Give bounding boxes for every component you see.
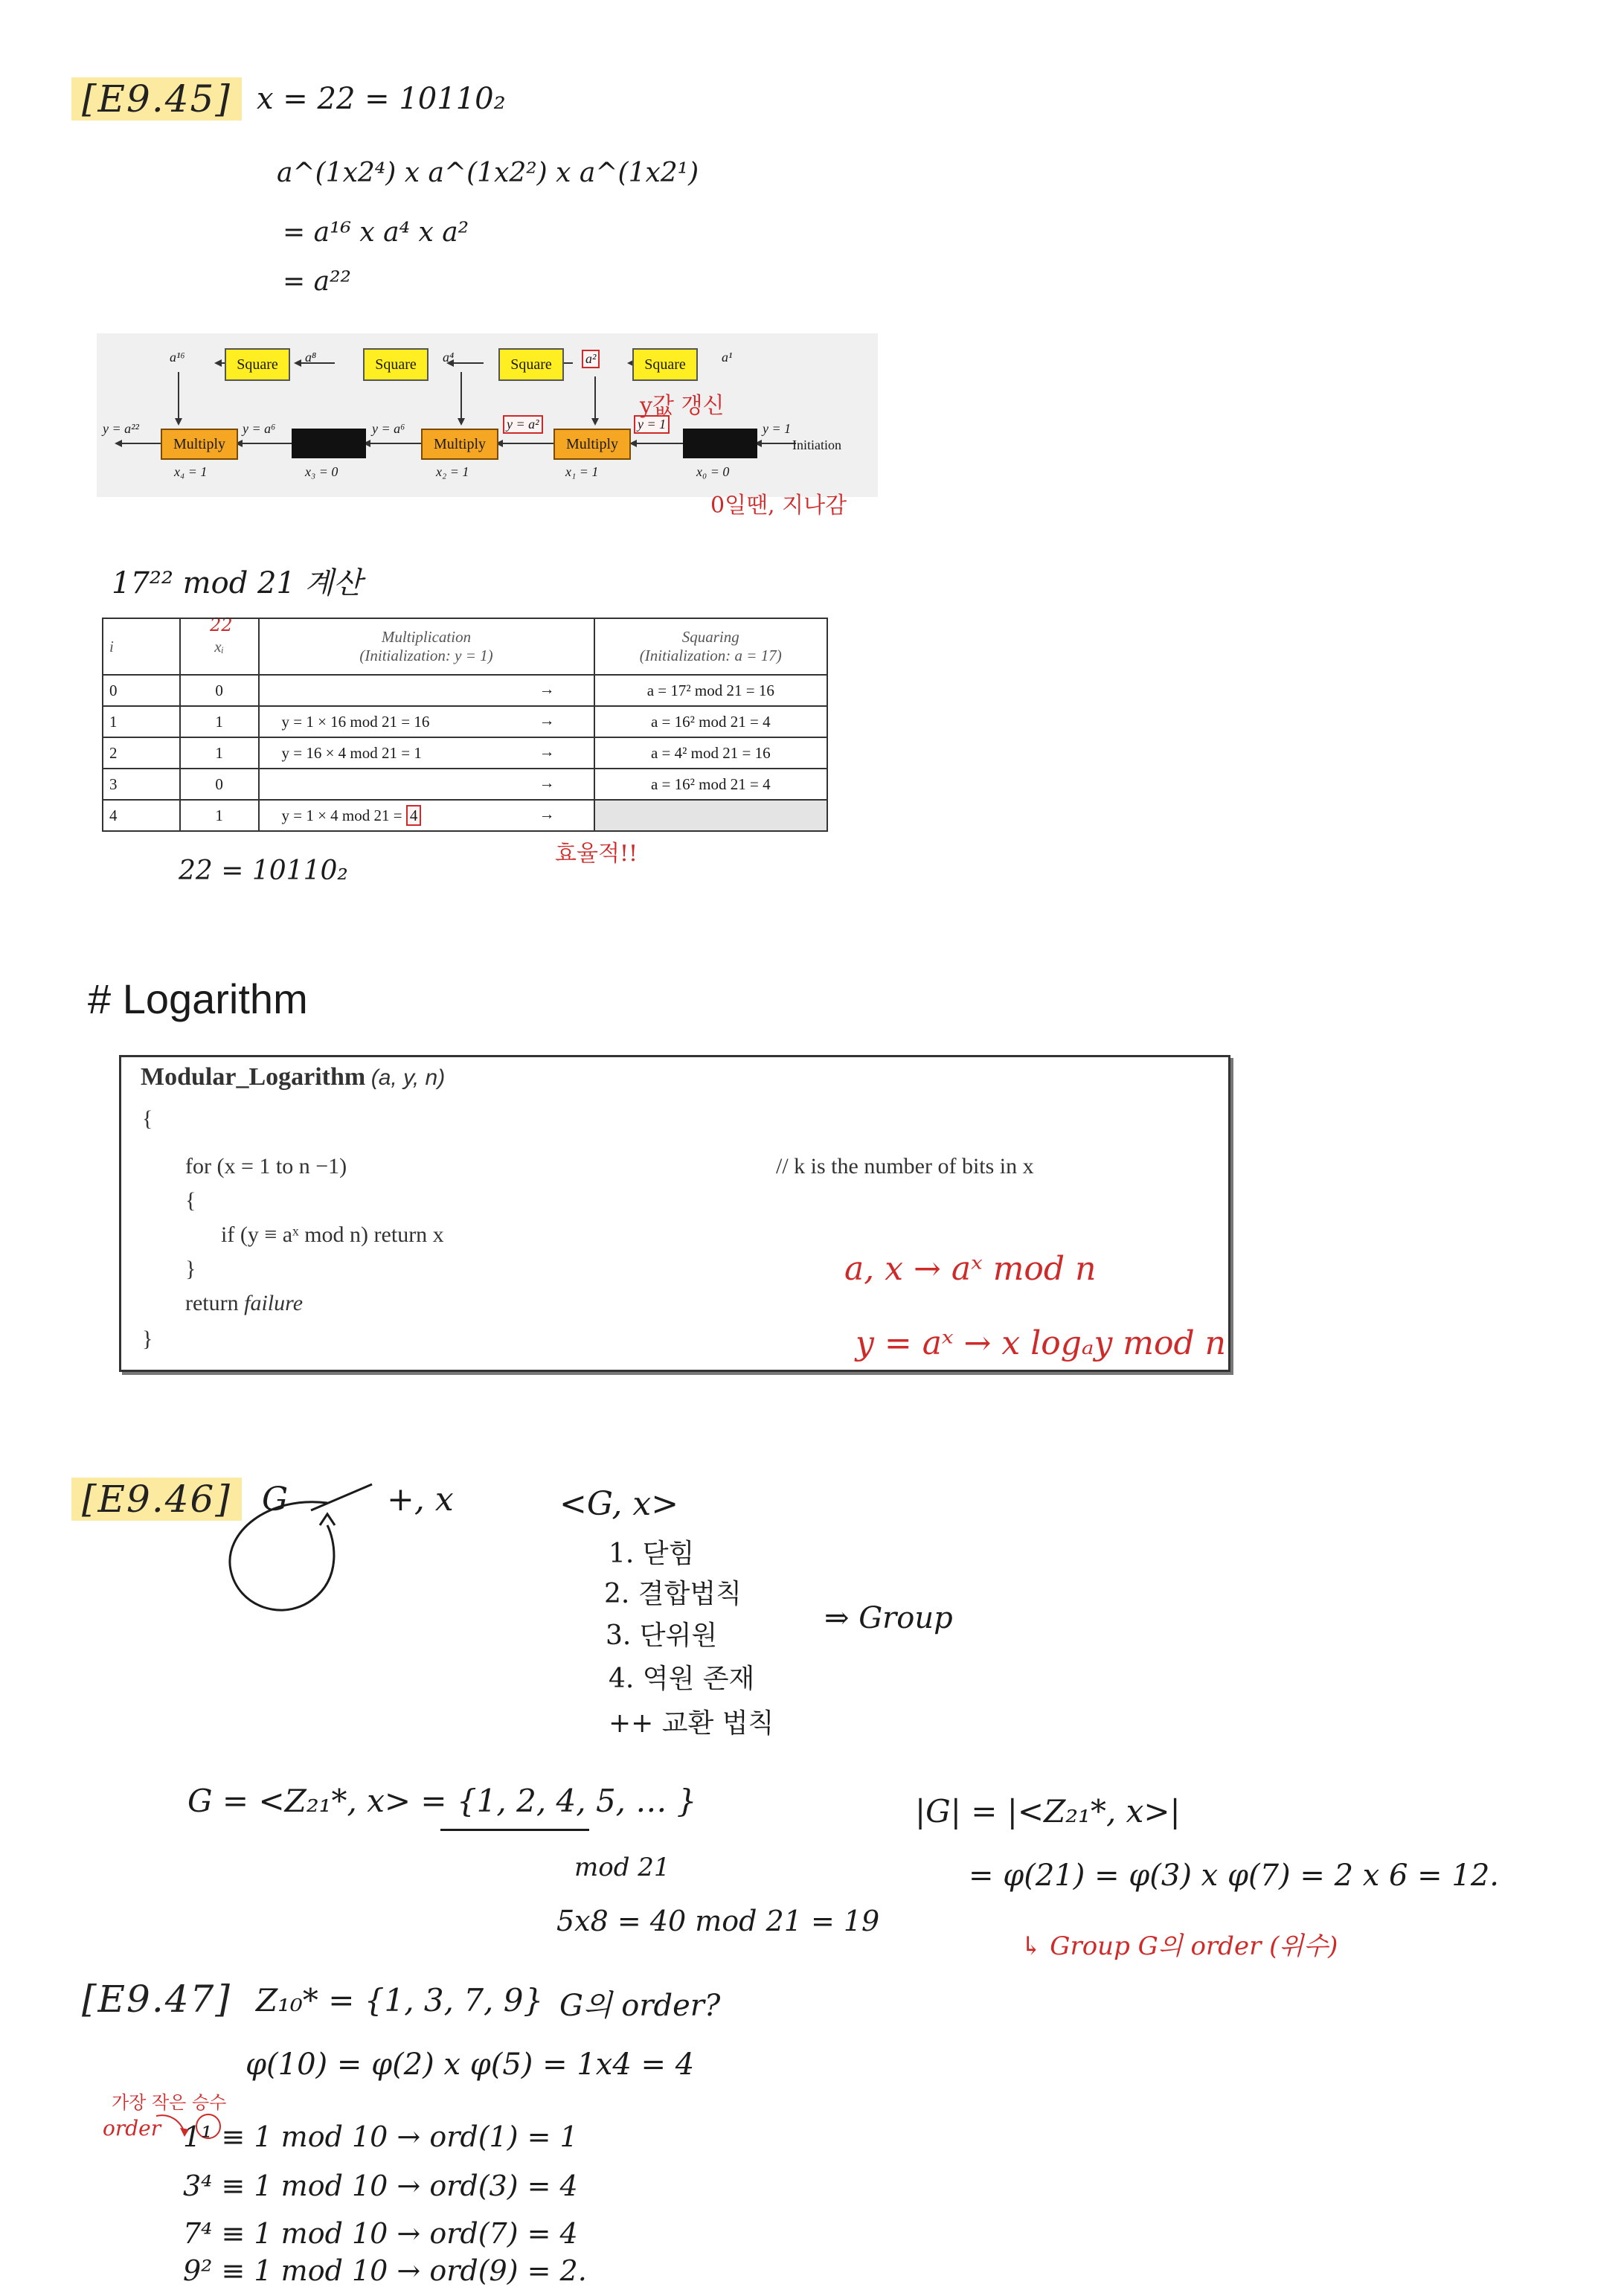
header-xi: xᵢ <box>180 618 259 675</box>
header-sq-title: Squaring <box>681 628 739 646</box>
order-line-1: 1¹ ≡ 1 mod 10 → ord(1) = 1 <box>183 2120 578 2153</box>
cell-xi: 1 <box>180 737 259 769</box>
group-property-2: 2. 결합법칙 <box>604 1579 742 1609</box>
square-box-1: Square <box>225 348 290 381</box>
alg-signature <box>141 1063 445 1091</box>
label-y-a2: y = a² <box>503 415 543 434</box>
e946-order-1: |G| = |<Z₂₁*, x>| <box>915 1793 1181 1830</box>
label-y-1: y = 1 <box>634 415 670 434</box>
e947-tag: [E9.47] <box>82 1978 231 2021</box>
label-y-a6-1: y = a⁶ <box>243 421 276 436</box>
alg-comment: // k is the number of bits in x <box>776 1154 1034 1179</box>
cell-mult <box>259 675 594 706</box>
cell-i: 4 <box>103 800 180 831</box>
cell-sq: a = 4² mod 21 = 16 <box>594 737 827 769</box>
closure-loop-icon <box>223 1481 387 1629</box>
e947-note-order: order <box>103 2116 161 2141</box>
note-y-update: y값 갱신 <box>640 393 725 419</box>
label-a2: a² <box>582 350 600 368</box>
exponentiation-table <box>102 618 828 832</box>
e946-pair: <G, x> <box>559 1485 679 1523</box>
skip-box-2 <box>683 429 757 458</box>
table-row <box>103 800 827 831</box>
e946-order-note: ↳ Group G의 order (위수) <box>1021 1931 1338 1961</box>
square-box-3: Square <box>498 348 564 381</box>
label-initiation: Initiation <box>792 437 841 452</box>
e947-phi: φ(10) = φ(2) x φ(5) = 1x4 = 4 <box>245 2048 695 2082</box>
alg-open-brace-2: { <box>185 1188 196 1213</box>
e945-line4: = a²² <box>283 266 351 297</box>
cell-i: 0 <box>103 675 180 706</box>
square-box-2: Square <box>363 348 429 381</box>
table-row <box>103 737 827 769</box>
cell-mult <box>259 769 594 800</box>
cell-result: 4 <box>406 805 422 826</box>
header-i: i <box>103 618 180 675</box>
log-note-2: y = aˣ → x logₐy mod n <box>856 1324 1226 1362</box>
alg-function-name: Modular_Logarithm <box>141 1063 366 1091</box>
e946-tag: [E9.46] <box>71 1478 242 1521</box>
note-efficient: 효율적!! <box>555 841 638 867</box>
e947-question: G의 order? <box>559 1989 721 2023</box>
note-zero-skip: 0일땐, 지나감 <box>710 493 847 519</box>
cell-i: 1 <box>103 706 180 737</box>
cell-arrow: → <box>539 774 555 792</box>
e946-gdef: G = <Z₂₁*, x> = {1, 2, 4, 5, … } <box>187 1783 697 1819</box>
table-row <box>103 769 827 800</box>
cell-sq: a = 17² mod 21 = 16 <box>594 675 827 706</box>
e947-set: Z₁₀* = {1, 3, 7, 9} <box>256 1982 544 2018</box>
diagram-arrows <box>97 333 878 497</box>
gdef-underline <box>440 1829 589 1831</box>
label-y-a22: y = a²² <box>103 421 139 436</box>
multiply-box-1: Multiply <box>161 429 238 460</box>
cell-mult-text <box>266 775 282 793</box>
e946-implies: ⇒ Group <box>824 1601 953 1635</box>
group-property-1: 1. 닫힘 <box>609 1539 695 1569</box>
alg-for-line: for (x = 1 to n −1) <box>185 1154 347 1179</box>
cell-arrow: → <box>539 743 555 760</box>
header-mult-init: (Initialization: y = 1) <box>359 647 493 664</box>
table-col-mark: 22 <box>210 615 233 635</box>
multiply-box-3: Multiply <box>553 429 631 460</box>
label-x1: x₁ = 1 <box>565 464 599 479</box>
square-multiply-diagram <box>97 333 878 497</box>
e946-example: 5x8 = 40 mod 21 = 19 <box>556 1905 880 1937</box>
order-line-3: 7⁴ ≡ 1 mod 10 → ord(7) = 4 <box>183 2217 578 2250</box>
cell-xi: 1 <box>180 800 259 831</box>
alg-close-brace-2: } <box>185 1257 196 1281</box>
cell-xi: 0 <box>180 675 259 706</box>
cell-sq: a = 16² mod 21 = 4 <box>594 706 827 737</box>
group-property-3: 3. 단위원 <box>606 1620 718 1651</box>
cell-xi: 1 <box>180 706 259 737</box>
cell-arrow: → <box>539 805 555 823</box>
e946-mod21: mod 21 <box>574 1853 670 1882</box>
logarithm-heading: # Logarithm <box>88 975 308 1022</box>
table-row <box>103 706 827 737</box>
log-note-1: a, x → aˣ mod n <box>844 1250 1097 1288</box>
header-multiplication <box>259 618 594 675</box>
header-sq-init: (Initialization: a = 17) <box>639 647 782 664</box>
calc-footer: 22 = 10110₂ <box>179 856 348 886</box>
cell-sq <box>594 800 827 831</box>
cell-arrow: → <box>539 680 555 698</box>
label-a16: a¹⁶ <box>170 350 185 365</box>
cell-i: 3 <box>103 769 180 800</box>
e946-ops: +, x <box>387 1481 454 1519</box>
alg-params: (a, y, n) <box>370 1065 446 1090</box>
cell-mult-text: y = 1 × 4 mod 21 = <box>281 806 402 824</box>
skip-box-1 <box>292 429 366 458</box>
alg-return-keyword: return <box>185 1291 239 1315</box>
cell-sq: a = 16² mod 21 = 4 <box>594 769 827 800</box>
alg-return-line <box>185 1291 303 1316</box>
cell-mult <box>259 737 594 769</box>
order-line-2: 3⁴ ≡ 1 mod 10 → ord(3) = 4 <box>183 2170 578 2202</box>
e945-tag: [E9.45] <box>71 77 242 121</box>
label-y-1-init: y = 1 <box>763 421 792 436</box>
label-a8: a⁸ <box>305 350 317 365</box>
table-header-row <box>103 618 827 675</box>
label-x4: x₄ = 1 <box>174 464 208 479</box>
e946-g: G <box>262 1481 289 1519</box>
label-x0: x₀ = 0 <box>696 464 730 479</box>
square-box-4: Square <box>632 348 698 381</box>
alg-open-brace-1: { <box>142 1106 153 1131</box>
header-mult-title: Multiplication <box>381 628 472 646</box>
label-x2: x₂ = 1 <box>436 464 469 479</box>
multiply-box-2: Multiply <box>421 429 498 460</box>
calc-heading: 17²² mod 21 계산 <box>112 566 362 600</box>
e945-line1: x = 22 = 10110₂ <box>257 82 506 116</box>
alg-failure: failure <box>244 1291 304 1315</box>
label-x3: x₃ = 0 <box>305 464 338 479</box>
cell-mult-text: y = 16 × 4 mod 21 = 1 <box>281 743 422 762</box>
cell-arrow: → <box>539 711 555 729</box>
label-a1: a¹ <box>722 350 733 365</box>
e945-line3: = a¹⁶ x a⁴ x a² <box>283 217 469 248</box>
alg-close-brace-1: } <box>142 1327 153 1351</box>
group-property-4: 4. 역원 존재 <box>609 1664 755 1694</box>
cell-xi: 0 <box>180 769 259 800</box>
cell-mult-text <box>266 682 282 699</box>
e946-order-2: = φ(21) = φ(3) x φ(7) = 2 x 6 = 12. <box>969 1859 1500 1893</box>
cell-mult-text: y = 1 × 16 mod 21 = 16 <box>281 712 430 731</box>
cell-i: 2 <box>103 737 180 769</box>
cell-mult <box>259 706 594 737</box>
group-property-5: ++ 교환 법칙 <box>609 1708 774 1739</box>
e945-line2: a^(1x2⁴) x a^(1x2²) x a^(1x2¹) <box>277 158 699 188</box>
cell-mult <box>259 800 594 831</box>
header-squaring <box>594 618 827 675</box>
label-y-a6-2: y = a⁶ <box>372 421 405 436</box>
table-row <box>103 675 827 706</box>
alg-if-line: if (y ≡ aˣ mod n) return x <box>221 1222 444 1247</box>
label-a4: a⁴ <box>443 350 455 365</box>
e947-note-smallest: 가장 작은 승수 <box>112 2092 227 2113</box>
order-line-4: 9² ≡ 1 mod 10 → ord(9) = 2. <box>183 2254 587 2287</box>
